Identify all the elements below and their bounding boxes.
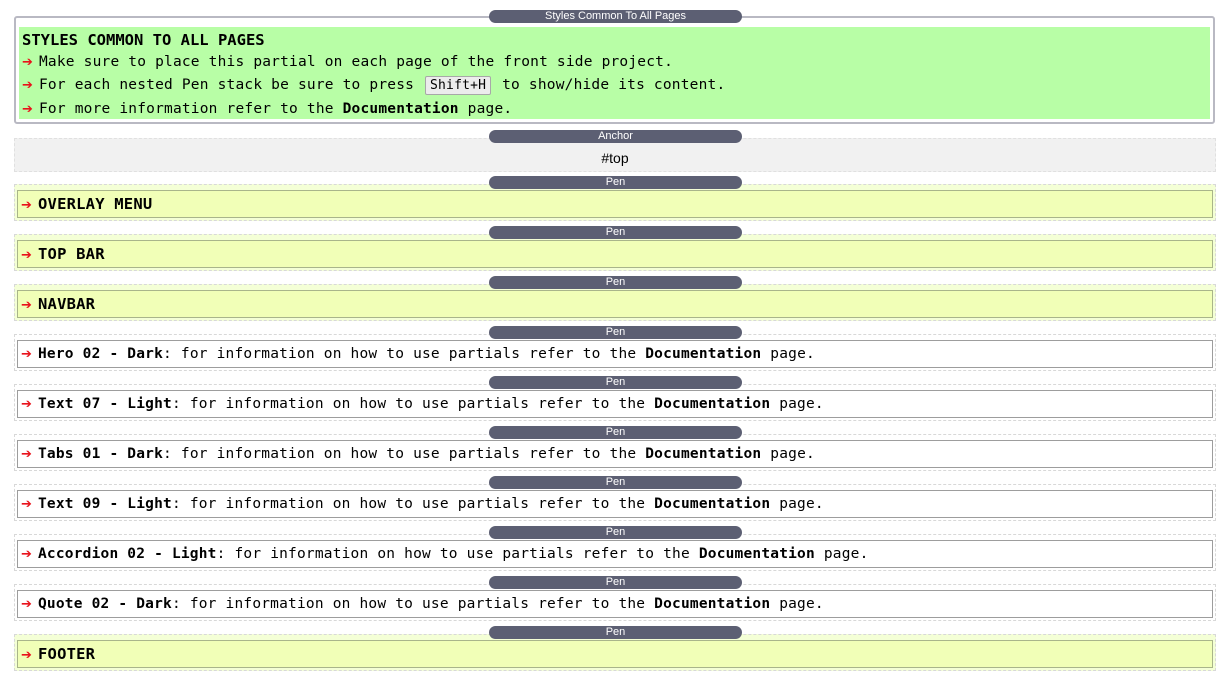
pen-content[interactable] <box>17 490 1213 518</box>
section-title: OVERLAY MENU <box>38 195 153 213</box>
partial-name: Tabs 01 - Dark <box>38 446 164 462</box>
partial-name: Hero 02 - Dark <box>38 346 164 362</box>
pen-content[interactable] <box>17 190 1213 218</box>
pen-title <box>21 195 152 215</box>
pen-content[interactable] <box>17 340 1213 368</box>
arrow-right-icon: ➔ <box>22 78 34 93</box>
styles-common-content <box>19 27 1210 119</box>
pen-pill[interactable]: Pen <box>489 526 742 539</box>
pen-description <box>21 445 815 464</box>
partial-name: Accordion 02 - Light <box>38 546 217 562</box>
pen-pill[interactable]: Pen <box>489 626 742 639</box>
line-3-text-before: For more information refer to the <box>39 101 334 117</box>
arrow-right-icon: ➔ <box>21 248 33 263</box>
pen-pill[interactable]: Pen <box>489 376 742 389</box>
partial-desc-after: page. <box>761 346 815 362</box>
partial-desc: : for information on how to use partials refer to the <box>171 596 655 612</box>
line-3-text-after: page. <box>467 101 513 117</box>
pen-top-bar <box>14 234 1216 271</box>
partial-desc-after: page. <box>770 396 824 412</box>
pen-navbar <box>14 284 1216 321</box>
documentation-link[interactable]: Documentation <box>654 596 771 612</box>
documentation-link[interactable]: Documentation <box>342 101 459 117</box>
pen-pill[interactable]: Pen <box>489 176 742 189</box>
section-title: FOOTER <box>38 645 96 663</box>
pen-accordion-02-light <box>14 534 1216 571</box>
pen-content[interactable] <box>17 290 1213 318</box>
arrow-right-icon: ➔ <box>22 55 34 70</box>
partial-desc-after: page. <box>814 546 869 562</box>
pen-content[interactable] <box>17 240 1213 268</box>
arrow-right-icon: ➔ <box>21 497 33 512</box>
arrow-right-icon: ➔ <box>21 648 33 663</box>
styles-common-line-2 <box>22 76 725 95</box>
documentation-link[interactable]: Documentation <box>645 346 762 362</box>
styles-common-line-1 <box>22 53 673 72</box>
partial-name: Quote 02 - Dark <box>38 596 172 612</box>
arrow-right-icon: ➔ <box>21 298 33 313</box>
pen-description <box>21 395 824 414</box>
pen-title <box>21 245 105 265</box>
partial-desc: : for information on how to use partials refer to the <box>163 346 646 362</box>
section-title: TOP BAR <box>38 245 105 263</box>
partial-name: Text 09 - Light <box>38 496 172 512</box>
partial-desc: : for information on how to use partials refer to the <box>216 546 699 562</box>
arrow-right-icon: ➔ <box>21 447 33 462</box>
arrow-right-icon: ➔ <box>21 597 33 612</box>
pen-pill[interactable]: Pen <box>489 326 742 339</box>
pen-hero-02-dark <box>14 334 1216 371</box>
documentation-link[interactable]: Documentation <box>698 546 815 562</box>
arrow-right-icon: ➔ <box>21 547 33 562</box>
arrow-right-icon: ➔ <box>21 198 33 213</box>
pen-pill[interactable]: Pen <box>489 226 742 239</box>
partial-desc: : for information on how to use partials refer to the <box>163 446 646 462</box>
pen-description <box>21 545 869 564</box>
arrow-right-icon: ➔ <box>22 102 34 117</box>
pen-description <box>21 345 815 364</box>
partial-desc: : for information on how to use partials refer to the <box>171 396 655 412</box>
pen-quote-02-dark <box>14 584 1216 621</box>
pen-pill[interactable]: Pen <box>489 276 742 289</box>
pen-description <box>21 495 824 514</box>
line-2-text-after: to show/hide its content. <box>502 77 726 93</box>
arrow-right-icon: ➔ <box>21 347 33 362</box>
styles-common-pill[interactable]: Styles Common To All Pages <box>489 10 742 23</box>
pen-tabs-01-dark <box>14 434 1216 471</box>
pen-content[interactable] <box>17 540 1213 568</box>
anchor-value: #top <box>601 150 629 166</box>
pen-content[interactable] <box>17 590 1213 618</box>
section-title: NAVBAR <box>38 295 96 313</box>
styles-common-title: STYLES COMMON TO ALL PAGES <box>22 31 265 49</box>
pen-title <box>21 295 95 315</box>
pen-description <box>21 595 824 614</box>
partial-desc: : for information on how to use partials refer to the <box>171 496 655 512</box>
documentation-link[interactable]: Documentation <box>654 496 771 512</box>
arrow-right-icon: ➔ <box>21 397 33 412</box>
pen-content[interactable] <box>17 440 1213 468</box>
styles-common-block <box>14 16 1215 124</box>
documentation-link[interactable]: Documentation <box>654 396 771 412</box>
line-1-text: Make sure to place this partial on each page of the front side project. <box>39 54 674 70</box>
pen-title <box>21 645 95 665</box>
shift-h-key: Shift+H <box>425 76 491 95</box>
partial-desc-after: page. <box>770 496 824 512</box>
pen-pill[interactable]: Pen <box>489 476 742 489</box>
pen-text-07-light <box>14 384 1216 421</box>
line-2-text-before: For each nested Pen stack be sure to press <box>39 77 415 93</box>
pen-content[interactable] <box>17 390 1213 418</box>
documentation-link[interactable]: Documentation <box>645 446 762 462</box>
pen-footer <box>14 634 1216 671</box>
anchor-pill[interactable]: Anchor <box>489 130 742 143</box>
styles-common-line-3 <box>22 100 512 119</box>
partial-desc-after: page. <box>761 446 815 462</box>
partial-name: Text 07 - Light <box>38 396 172 412</box>
pen-content[interactable] <box>17 640 1213 668</box>
partial-desc-after: page. <box>770 596 824 612</box>
pen-pill[interactable]: Pen <box>489 576 742 589</box>
pen-overlay-menu <box>14 184 1216 221</box>
pen-pill[interactable]: Pen <box>489 426 742 439</box>
pen-text-09-light <box>14 484 1216 521</box>
anchor-block <box>14 138 1216 172</box>
